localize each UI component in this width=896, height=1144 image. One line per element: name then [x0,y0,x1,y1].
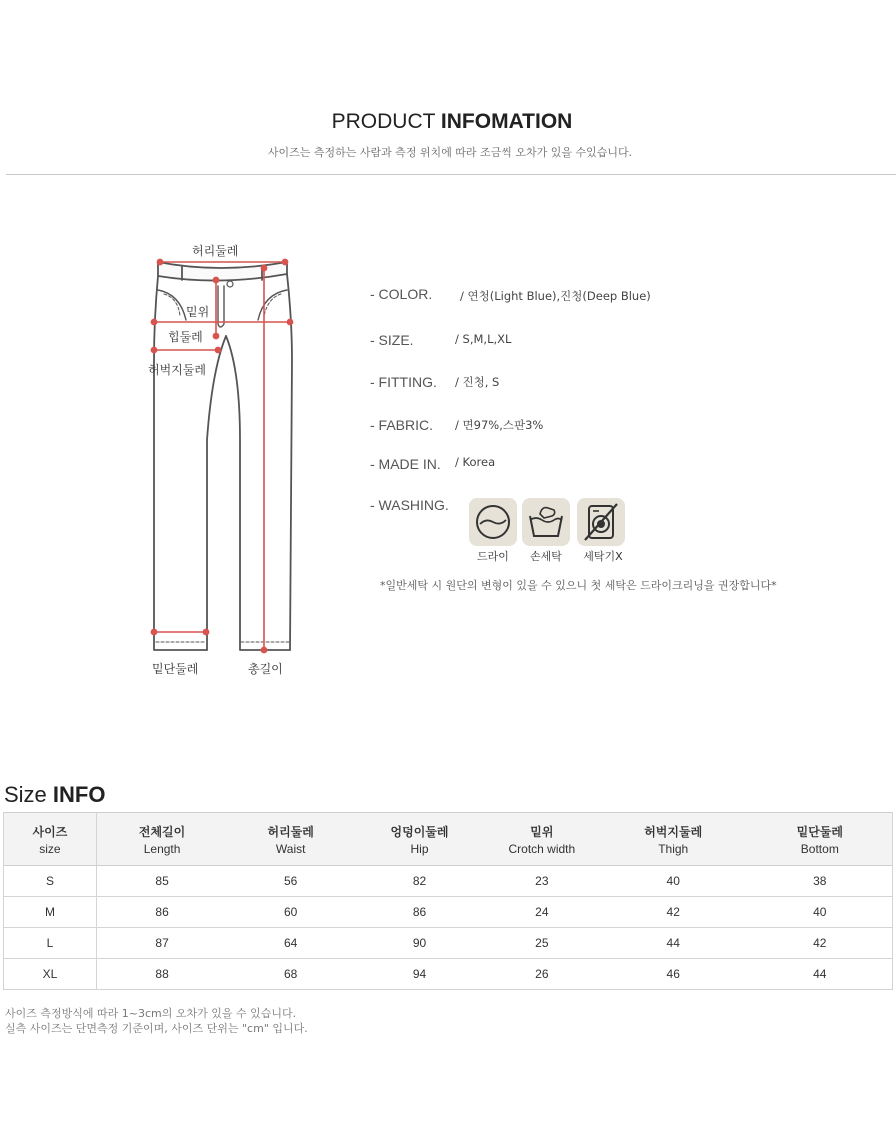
wash-label-machine: 세탁기X [583,550,623,563]
no-machine-wash-icon [577,498,625,546]
label-thigh: 허벅지둘레 [148,363,206,377]
size-info-title [4,782,105,808]
cell-hip: 82 [354,866,485,897]
info-color-value: / 연청(Light Blue),진청(Deep Blue) [460,289,651,303]
cell-crotch: 25 [485,928,599,959]
cell-hip: 86 [354,897,485,928]
info-color-key: - COLOR. [370,286,433,302]
table-row [4,928,893,959]
cell-length: 88 [96,959,227,990]
info-fabric-value: / 면97%,스판3% [455,418,544,432]
title-bold: INFOMATION [440,110,573,133]
cell-size: XL [4,959,97,990]
cell-thigh: 44 [599,928,748,959]
hand-wash-icon [522,498,570,546]
info-fitting-value: / 진청, S [455,375,500,389]
table-row [4,959,893,990]
size-table-header [4,813,893,866]
cell-length: 85 [96,866,227,897]
col-bottom: 밑단둘레 Bottom [748,813,893,866]
table-row [4,897,893,928]
pants-outline-svg [140,240,310,680]
cell-size: L [4,928,97,959]
info-washing-key: - WASHING. [370,497,449,513]
cell-bottom: 40 [748,897,893,928]
cell-thigh: 46 [599,959,748,990]
cell-waist: 64 [227,928,354,959]
cell-crotch: 24 [485,897,599,928]
cell-waist: 68 [227,959,354,990]
info-madein-value: / Korea [455,455,496,469]
col-size: 사이즈 size [4,813,97,866]
cell-crotch: 23 [485,866,599,897]
cell-length: 86 [96,897,227,928]
size-title-bold: INFO [52,782,106,807]
cell-waist: 56 [227,866,354,897]
wash-label-dry: 드라이 [477,550,509,563]
label-length: 총길이 [248,662,283,676]
info-madein-key: - MADE IN. [370,456,441,472]
page-title [0,110,896,134]
cell-waist: 60 [227,897,354,928]
cell-thigh: 40 [599,866,748,897]
col-thigh: 허벅지둘레 Thigh [599,813,748,866]
title-light: PRODUCT [331,110,436,133]
label-bottom: 밑단둘레 [152,662,199,676]
label-waist: 허리둘레 [192,244,239,258]
cell-length: 87 [96,928,227,959]
info-fabric-key: - FABRIC. [370,417,434,433]
cell-hip: 90 [354,928,485,959]
label-hip: 힙둘레 [168,330,203,344]
cell-hip: 94 [354,959,485,990]
cell-crotch: 26 [485,959,599,990]
info-size-key: - SIZE. [370,332,414,348]
cell-thigh: 42 [599,897,748,928]
cell-size: S [4,866,97,897]
info-fitting-key: - FITTING. [370,374,437,390]
cell-size: M [4,897,97,928]
cell-bottom: 44 [748,959,893,990]
size-table [3,812,893,990]
table-row [4,866,893,897]
cell-bottom: 38 [748,866,893,897]
col-crotch: 밑위 Crotch width [485,813,599,866]
header-divider [6,174,896,175]
cell-bottom: 42 [748,928,893,959]
info-size-value: / S,M,L,XL [455,332,512,346]
wash-label-hand: 손세탁 [530,550,562,563]
size-note-2: 실측 사이즈는 단면측정 기준이며, 사이즈 단위는 "cm" 입니다. [5,1022,308,1035]
pants-diagram [140,240,310,680]
dry-clean-icon [469,498,517,546]
label-crotch: 밑위 [186,305,210,319]
col-length: 전체길이 Length [96,813,227,866]
size-note-1: 사이즈 측정방식에 따라 1~3cm의 오차가 있을 수 있습니다. [5,1007,297,1020]
col-waist: 허리둘레 Waist [227,813,354,866]
page-subtitle: 사이즈는 측정하는 사람과 측정 위치에 따라 조금씩 오차가 있을 수있습니다. [267,146,633,159]
size-title-light: Size [4,782,47,807]
washing-note: *일반세탁 시 원단의 변형이 있을 수 있으니 첫 세탁은 드라이크리닝을 권장합니다* [380,579,777,592]
col-hip: 엉덩이둘레 Hip [354,813,485,866]
